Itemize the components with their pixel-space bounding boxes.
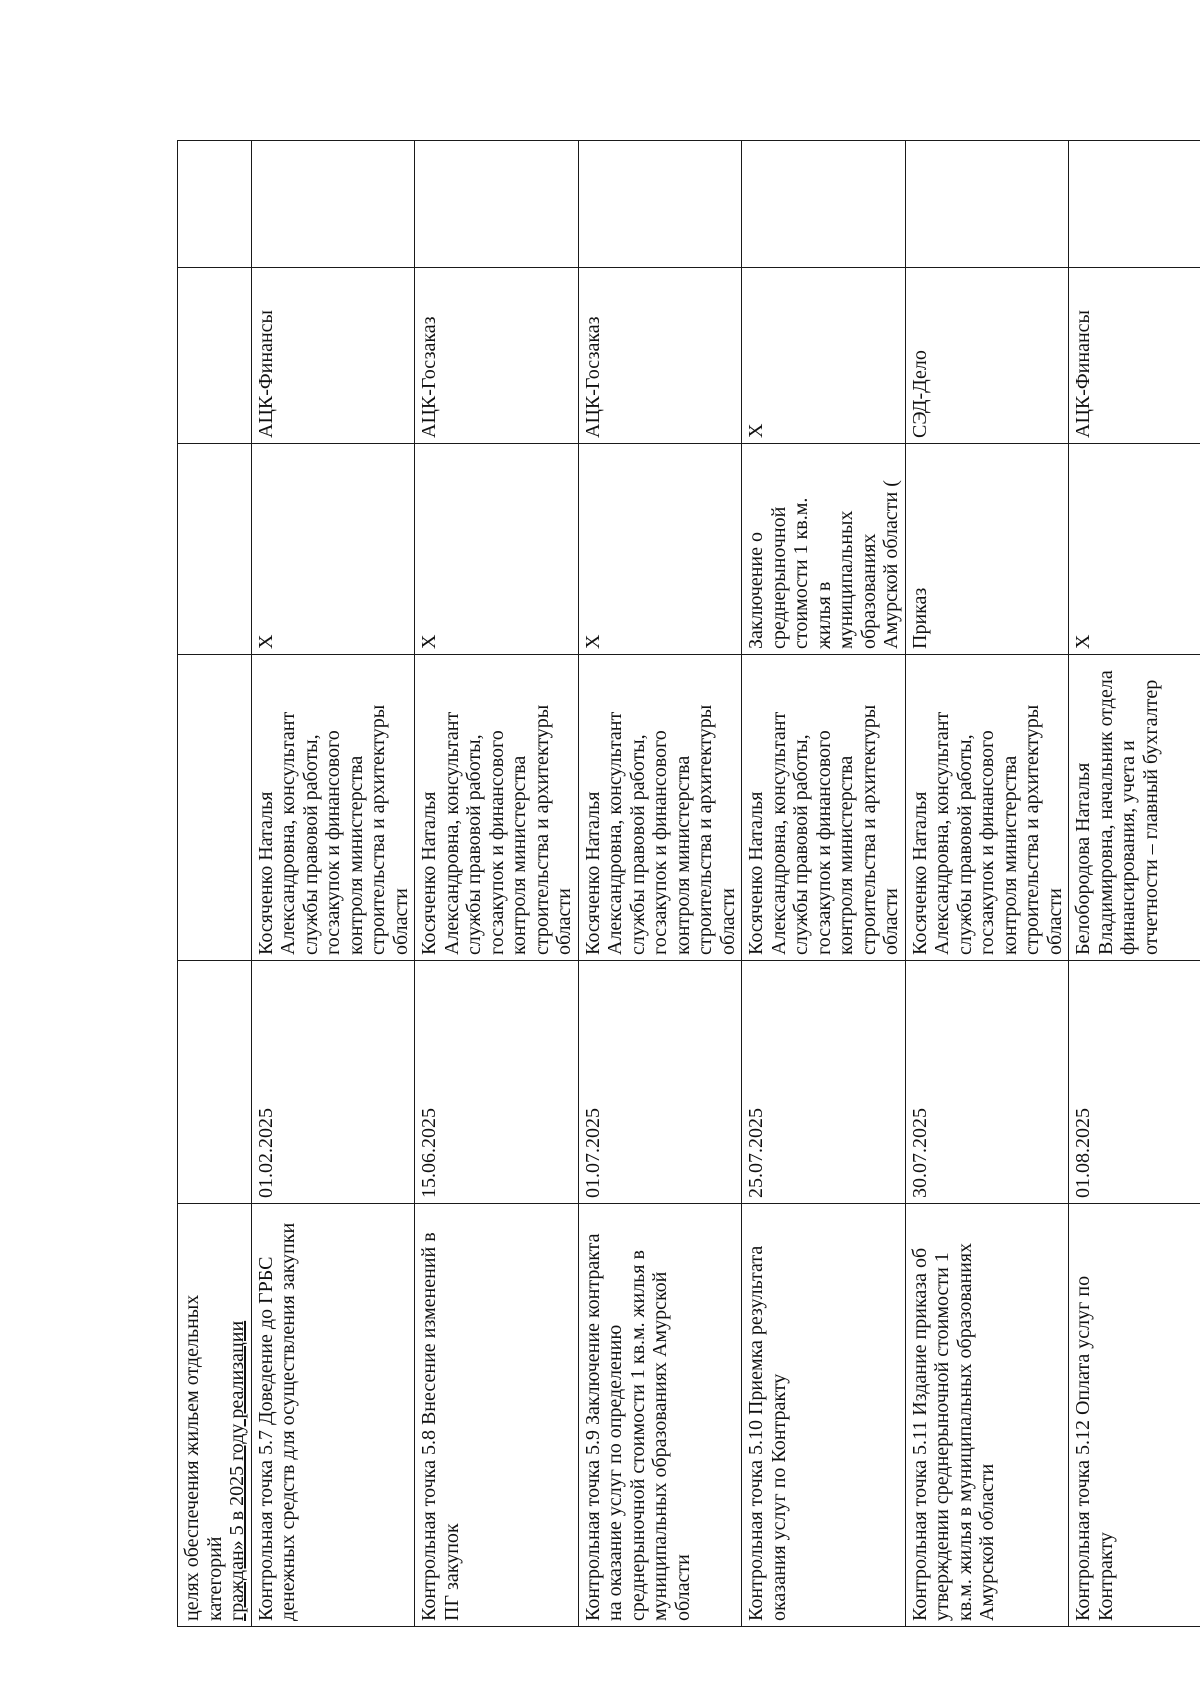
table-row [578,141,742,1627]
table-row [905,141,1069,1627]
table-row [1069,141,1200,1627]
responsible-cell: Косяченко Наталья Александровна, консультант службы правовой работы, госзакупок и финансового контроля министерства строительства и архитектуры области [742,655,906,961]
date-cell: 15.06.2025 [415,961,579,1204]
empty-cell [578,141,742,268]
table-row [742,141,906,1627]
empty-cell [1069,141,1200,268]
header-cell [178,1204,252,1627]
header-line-1: целях обеспечения жильем отдельных категорий [181,1294,226,1621]
empty-cell [251,141,415,268]
date-cell: 01.08.2025 [1069,961,1200,1204]
header-line-2: граждан» 5 в 2025 году реализации [226,1320,248,1621]
document-cell: Х [251,444,415,655]
event-cell: Контрольная точка 5.7 Доведение до ГРБС денежных средств для осуществления закупки [251,1204,415,1627]
system-cell: АЦК-Госзаказ [578,268,742,444]
control-points-table [177,140,1200,1627]
date-cell: 25.07.2025 [742,961,906,1204]
empty-cell [178,268,252,444]
empty-cell [415,141,579,268]
empty-cell [178,961,252,1204]
event-cell: Контрольная точка 5.9 Заключение контракта на оказание услуг по определению среднерыночной стоимости 1 кв.м. жилья в муниципальных образованиях Амурской области [578,1204,742,1627]
system-cell: АЦК-Финансы [251,268,415,444]
date-cell: 30.07.2025 [905,961,1069,1204]
responsible-cell: Белобородова Наталья Владимировна, начальник отдела финансирования, учета и отчетности – главный бухгалтер [1069,655,1200,961]
system-cell: Х [742,268,906,444]
document-cell: Х [415,444,579,655]
system-cell: АЦК-Госзаказ [415,268,579,444]
event-cell: Контрольная точка 5.8 Внесение изменений в ПГ закупок [415,1204,579,1627]
empty-cell [178,444,252,655]
responsible-cell: Косяченко Наталья Александровна, консультант службы правовой работы, госзакупок и финансового контроля министерства строительства и архитектуры области [905,655,1069,961]
system-cell: СЭД-Дело [905,268,1069,444]
responsible-cell: Косяченко Наталья Александровна, консультант службы правовой работы, госзакупок и финансового контроля министерства строительства и архитектуры области [415,655,579,961]
document-cell: Приказ [905,444,1069,655]
rotated-page-content [177,207,1162,1627]
table-row [251,141,415,1627]
date-cell: 01.02.2025 [251,961,415,1204]
empty-cell [178,141,252,268]
table-row [415,141,579,1627]
event-cell: Контрольная точка 5.10 Приемка результата оказания услуг по Контракту [742,1204,906,1627]
empty-cell [178,655,252,961]
document-cell: Х [1069,444,1200,655]
responsible-cell: Косяченко Наталья Александровна, консультант службы правовой работы, госзакупок и финансового контроля министерства строительства и архитектуры области [251,655,415,961]
date-cell: 01.07.2025 [578,961,742,1204]
event-cell: Контрольная точка 5.12 Оплата услуг по Контракту [1069,1204,1200,1627]
empty-cell [742,141,906,268]
event-cell: Контрольная точка 5.11 Издание приказа об утверждении среднерыночной стоимости 1 кв.м. жилья в муниципальных образованиях Амурской области [905,1204,1069,1627]
document-cell: Заключение о среднерыночной стоимости 1 кв.м. жилья в муниципальных образованиях Амурской области ( [742,444,906,655]
document-cell: Х [578,444,742,655]
empty-cell [905,141,1069,268]
system-cell: АЦК-Финансы [1069,268,1200,444]
responsible-cell: Косяченко Наталья Александровна, консультант службы правовой работы, госзакупок и финансового контроля министерства строительства и архитектуры области [578,655,742,961]
table-row [178,141,252,1627]
